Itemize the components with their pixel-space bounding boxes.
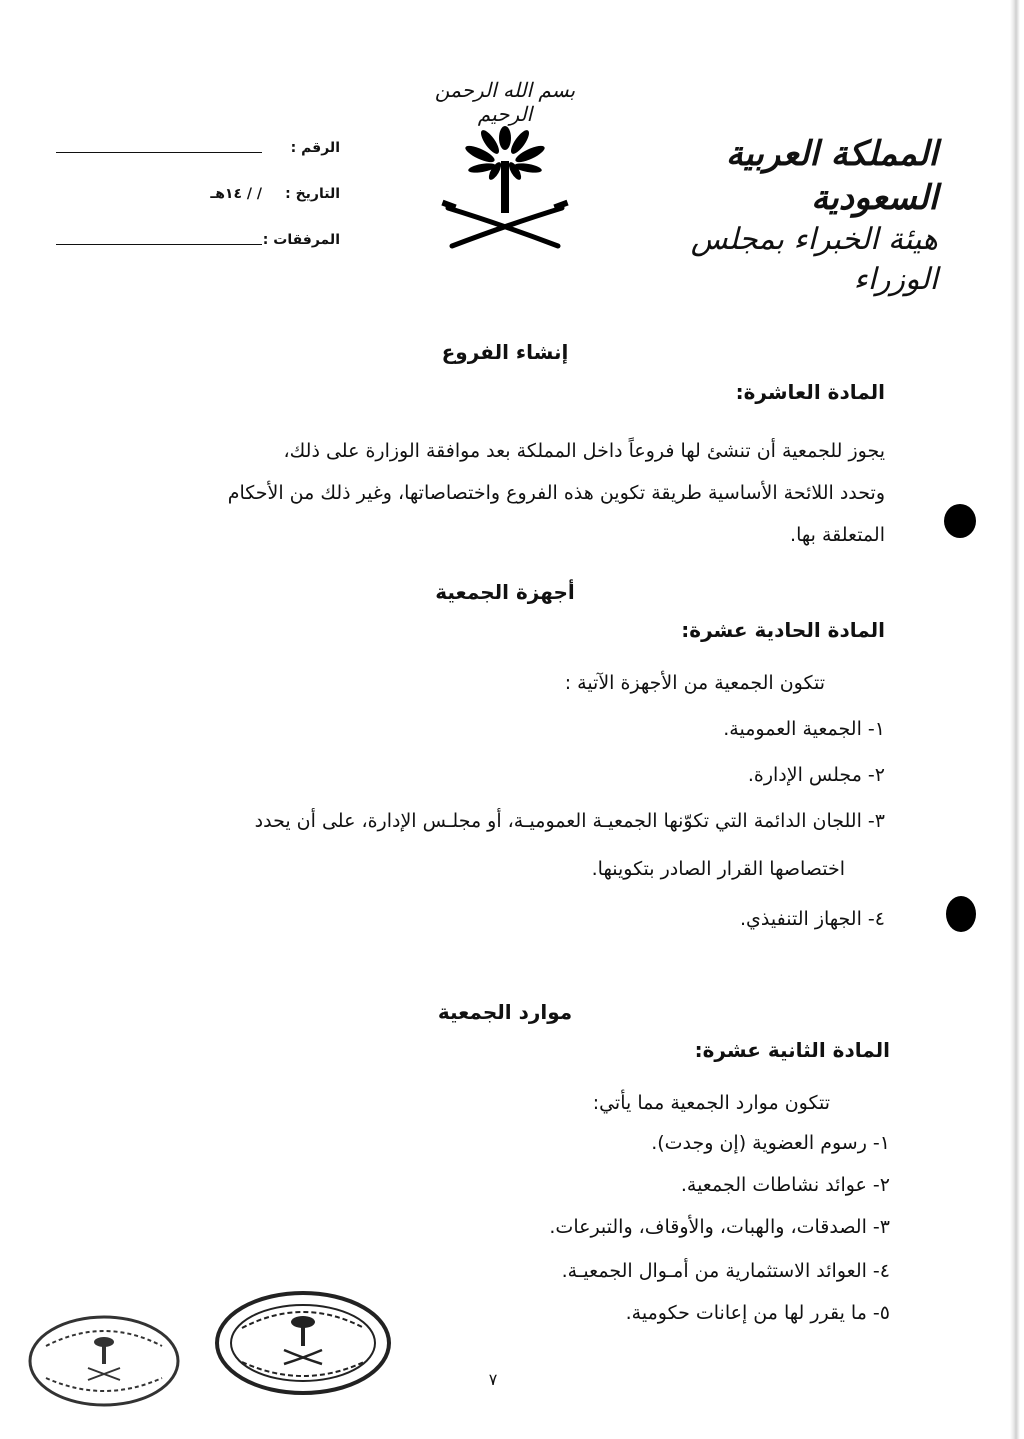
article-12-item-3: ٣- الصدقات، والهبات، والأوقاف، والتبرعات. [549, 1216, 890, 1238]
section-heading-resources: موارد الجمعية [437, 1000, 573, 1024]
article-10-title: المادة العاشرة: [735, 380, 885, 404]
punch-hole [944, 504, 976, 538]
date-value: / / ١٤هـ [210, 186, 262, 202]
reference-label: الرقم : [290, 140, 340, 156]
article-11-intro: تتكون الجمعية من الأجهزة الآتية : [564, 672, 825, 694]
official-seal-stamp-right [212, 1288, 394, 1398]
article-11-title: المادة الحادية عشرة: [681, 618, 885, 642]
article-10-line-1: يجوز للجمعية أن تنشئ لها فروعاً داخل المملكة بعد موافقة الوزارة على ذلك، [283, 440, 885, 462]
attachments-line [56, 232, 262, 245]
section-heading-organs: أجهزة الجمعية [435, 580, 575, 604]
article-11-item-4: ٤- الجهاز التنفيذي. [740, 908, 885, 930]
article-12-title: المادة الثانية عشرة: [694, 1038, 890, 1062]
article-10-line-2: وتحدد اللائحة الأساسية طريقة تكوين هذه الفروع واختصاصاتها، وغير ذلك من الأحكام [227, 482, 885, 504]
article-11-item-2: ٢- مجلس الإدارة. [747, 764, 885, 786]
page-number: ٧ [488, 1370, 498, 1389]
organization-name [608, 132, 938, 300]
reference-block [50, 140, 340, 278]
date-row [50, 186, 340, 232]
section-heading-branches: إنشاء الفروع [441, 340, 569, 364]
article-12-item-2: ٢- عوائد نشاطات الجمعية. [680, 1174, 890, 1196]
article-12-intro: تتكون موارد الجمعية مما يأتي: [592, 1092, 830, 1114]
article-12-item-1: ١- رسوم العضوية (إن وجدت). [651, 1132, 890, 1154]
org-line-2: هيئة الخبراء بمجلس الوزراء [690, 222, 938, 297]
attachments-label: المرفقات : [262, 232, 340, 248]
article-12-item-4: ٤- العوائد الاستثمارية من أمـوال الجمعيـة. [561, 1260, 890, 1282]
article-11-item-1: ١- الجمعية العمومية. [723, 718, 885, 740]
punch-hole [946, 896, 976, 932]
saudi-emblem-icon [440, 116, 570, 266]
article-11-item-3-line-2: اختصاصها القرار الصادر بتكوينها. [591, 858, 845, 880]
org-line-1: المملكة العربية السعودية [725, 134, 938, 218]
reference-row [50, 140, 340, 186]
scan-edge [1010, 0, 1020, 1439]
article-12-item-5: ٥- ما يقرر لها من إعانات حكومية. [625, 1302, 890, 1324]
attachments-row [50, 232, 340, 278]
article-11-item-3-line-1: ٣- اللجان الدائمة التي تكوّنها الجمعيـة العموميـة، أو مجلـس الإدارة، على أن يحدد [254, 810, 885, 832]
bismillah: بسم الله الرحمن الرحيم [434, 78, 576, 126]
reference-line [56, 140, 262, 153]
official-seal-stamp-left [24, 1312, 184, 1410]
date-label: التاريخ : [285, 186, 340, 202]
article-10-line-3: المتعلقة بها. [790, 524, 885, 546]
